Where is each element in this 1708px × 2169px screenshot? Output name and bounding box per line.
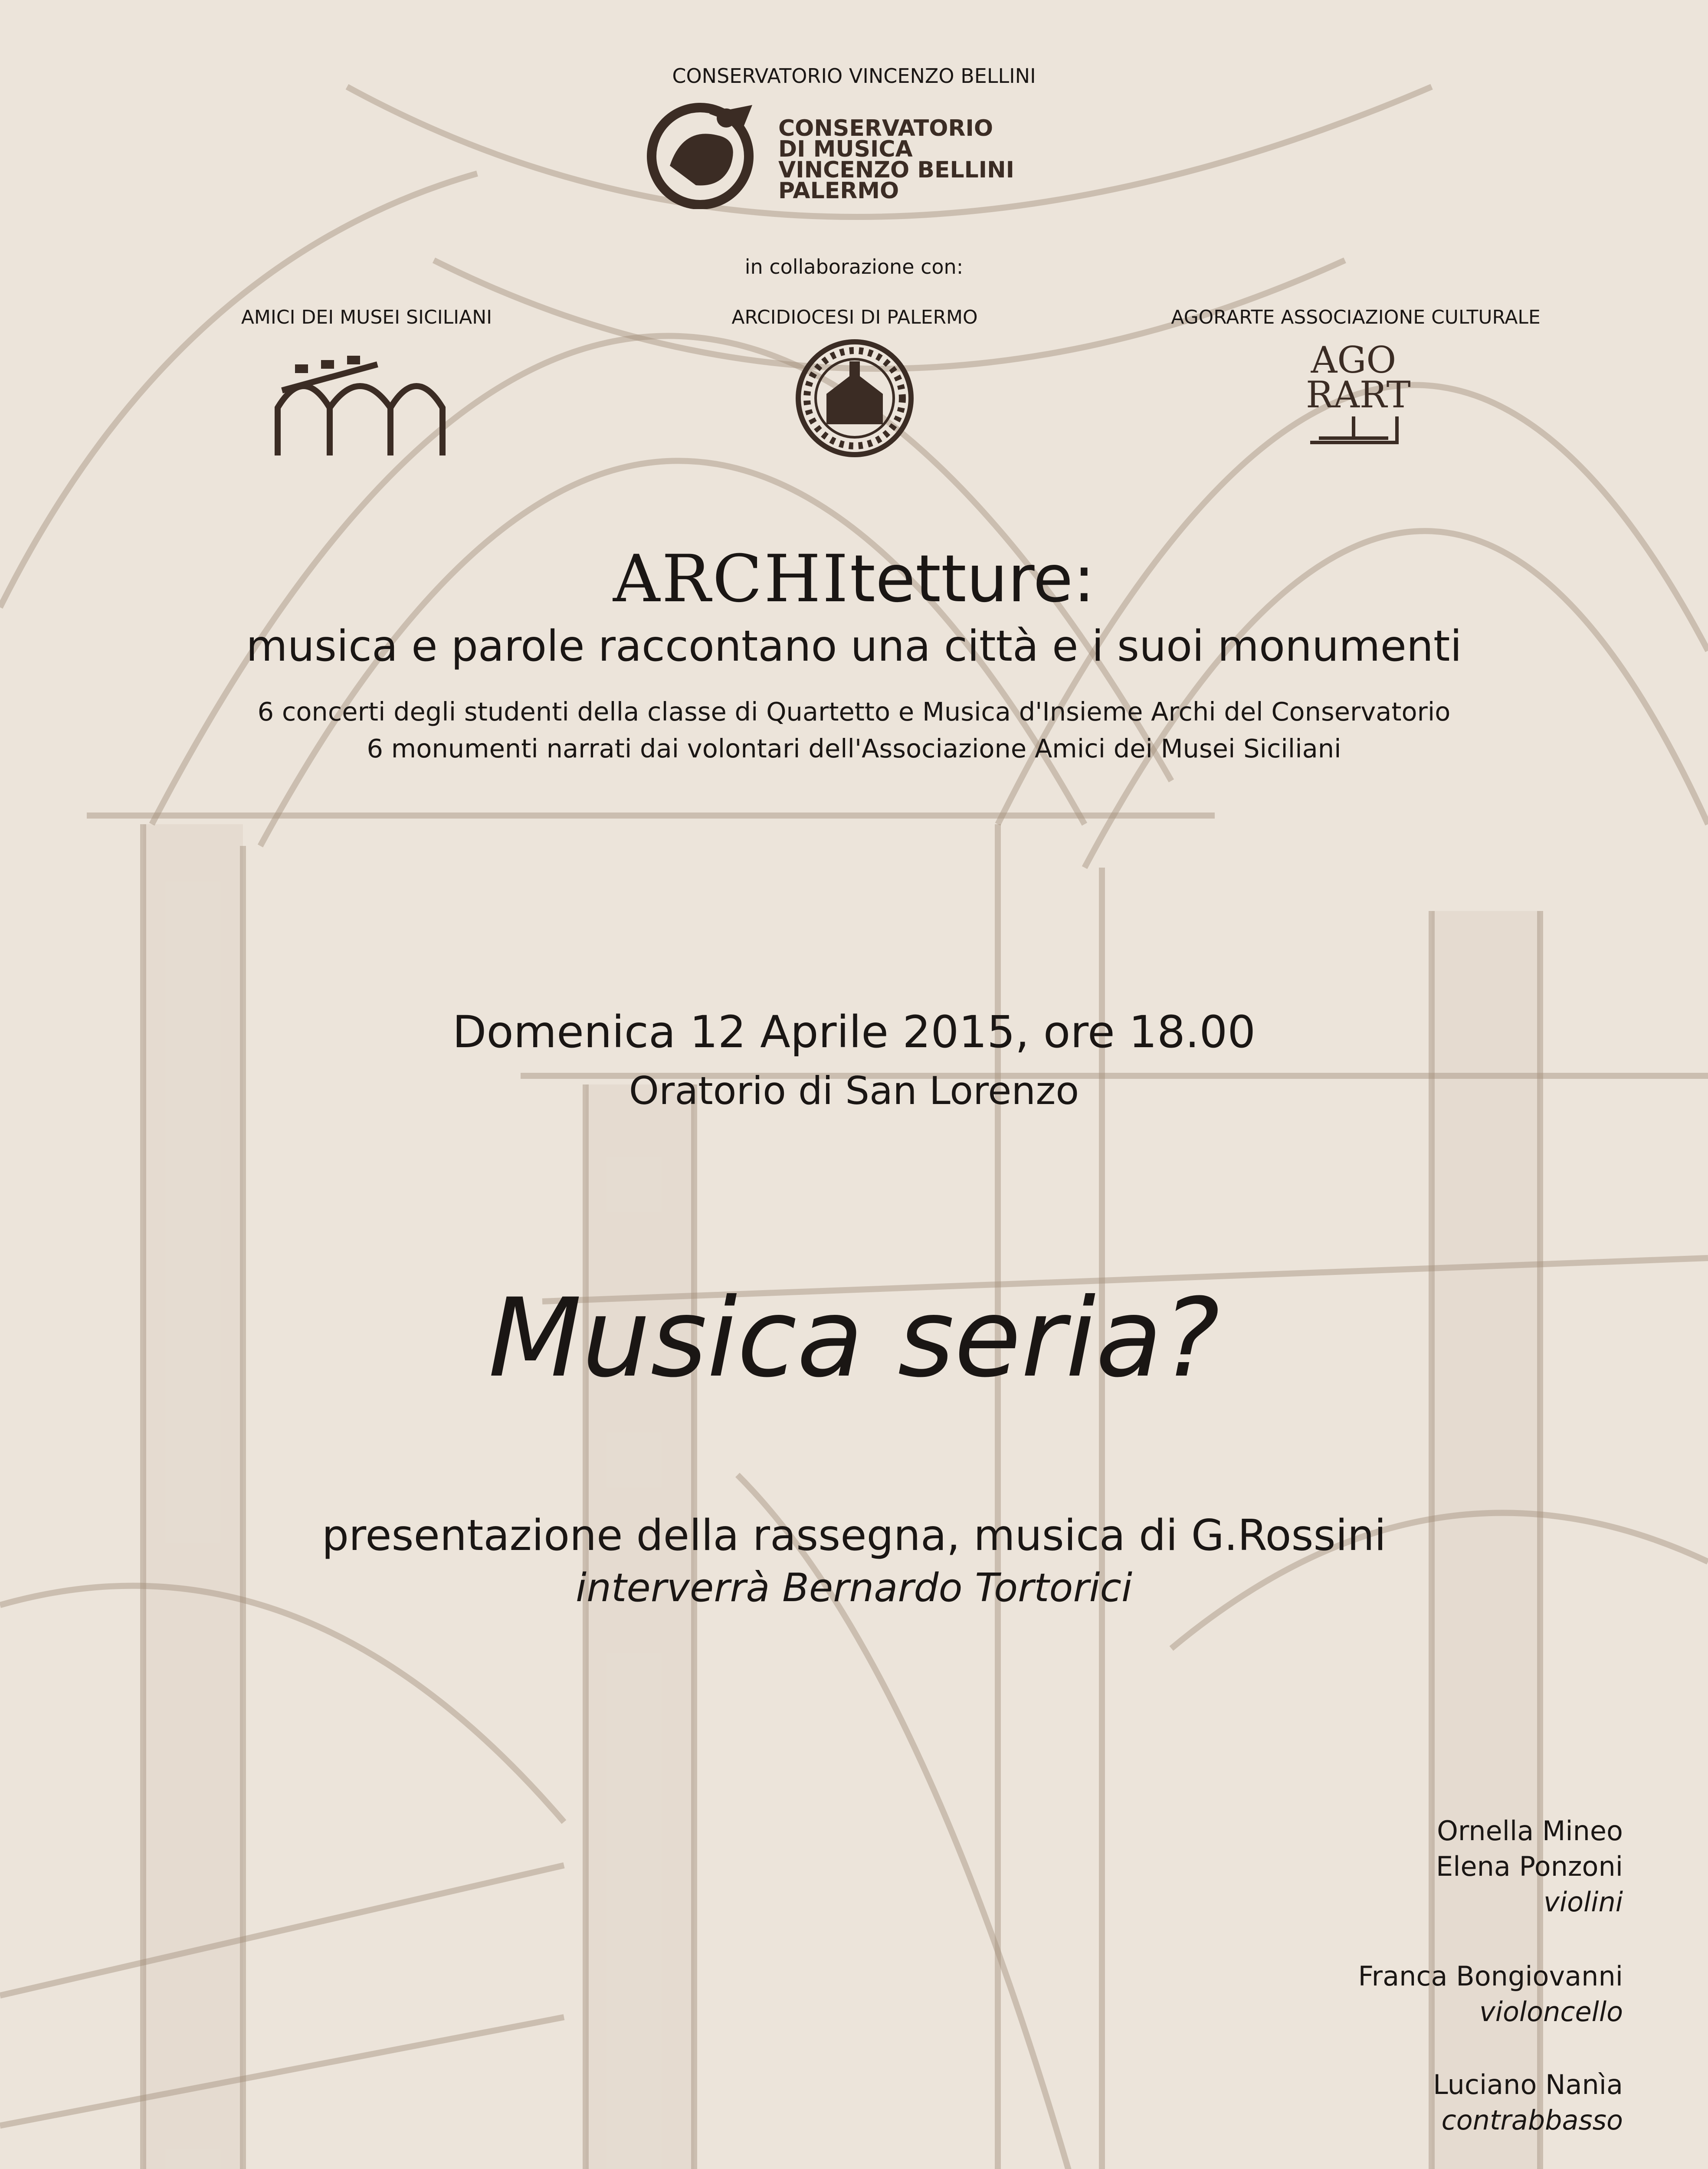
performer-role: contrabbasso [1441, 2104, 1623, 2136]
agorart-logo-line-1: AGO [1311, 339, 1397, 381]
logo-line-4: PALERMO [778, 178, 899, 204]
partner-name-agorarte: AGORARTE ASSOCIAZIONE CULTURALE [1171, 306, 1541, 328]
performer-name: Franca Bongiovanni [1358, 1960, 1623, 1992]
partner-name-amici: AMICI DEI MUSEI SICILIANI [241, 306, 492, 328]
series-subtitle: musica e parole raccontano una città e i suoi monumenti [246, 622, 1462, 671]
partner-name-arcidiocesi: ARCIDIOCESI DI PALERMO [731, 306, 978, 328]
winged-lion-icon [644, 101, 774, 209]
series-description-1: 6 concerti degli studenti della classe di Quartetto e Musica d'Insieme Archi del Conservatorio [257, 697, 1451, 727]
performer-name: Luciano Nanìa [1433, 2069, 1623, 2100]
agorart-logo [1306, 339, 1411, 455]
performer-name: Elena Ponzoni [1436, 1851, 1623, 1882]
organizer-name: CONSERVATORIO VINCENZO BELLINI [672, 64, 1036, 88]
arches-logo-icon [269, 347, 451, 460]
diocese-seal-icon [794, 337, 915, 459]
performer-group-contrabbasso [1433, 2067, 1623, 2138]
performer-name: Ornella Mineo [1437, 1815, 1623, 1847]
performer-role: violoncello [1479, 1996, 1623, 2028]
logo-line-3: VINCENZO BELLINI [778, 157, 1014, 183]
conservatorio-logo [644, 101, 1065, 209]
event-datetime: Domenica 12 Aprile 2015, ore 18.00 [452, 1006, 1256, 1058]
event-description: presentazione della rassegna, musica di G.Rossini [321, 1511, 1387, 1560]
series-title [0, 542, 1708, 616]
event-speaker: interverrà Bernardo Tortorici [576, 1565, 1132, 1611]
logo-line-2: DI MUSICA [778, 136, 913, 162]
series-description-2: 6 monumenti narrati dai volontari dell'Associazione Amici dei Musei Siciliani [367, 734, 1341, 763]
agorart-book-icon [1306, 412, 1401, 447]
performer-role: violini [1544, 1886, 1623, 1918]
collaboration-label: in collaborazione con: [744, 255, 964, 278]
agorart-logo-line-2: RART [1306, 374, 1411, 416]
performer-group-violini [1436, 1813, 1623, 1920]
event-venue: Oratorio di San Lorenzo [629, 1068, 1079, 1113]
event-title: Musica seria? [488, 1275, 1220, 1401]
series-title-caps: ARCHI [613, 541, 850, 617]
performer-group-violoncello [1358, 1959, 1623, 2030]
logo-line-1: CONSERVATORIO [778, 115, 993, 141]
series-title-rest: tetture: [850, 541, 1095, 617]
